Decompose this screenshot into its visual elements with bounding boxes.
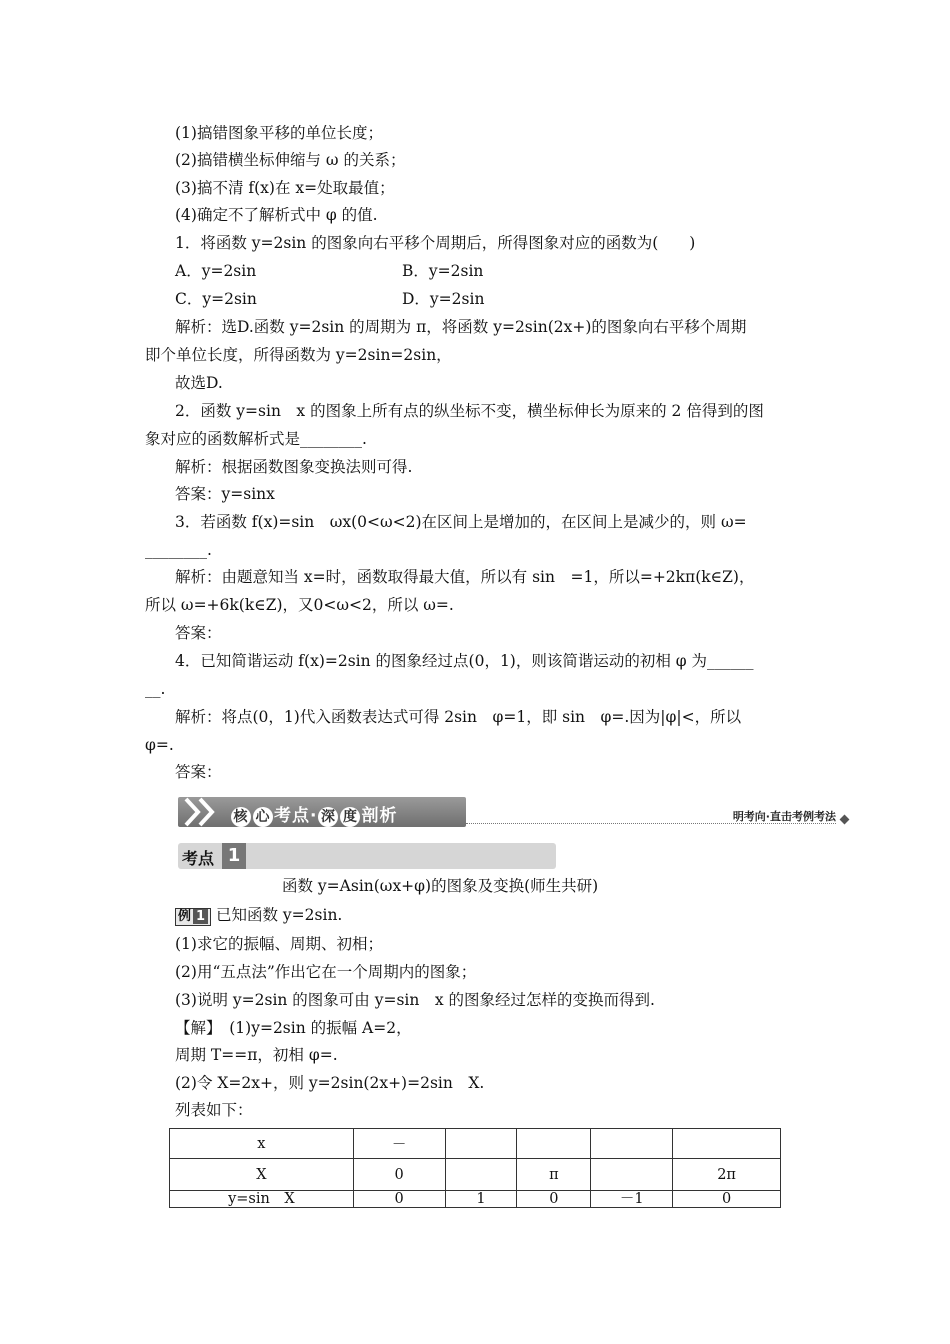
solution-3-line-1: 解析：由题意知当 x=时，函数取得最大值，所以有 sin =1，所以=+2kπ(k∈Z)， xyxy=(175,568,755,586)
table-cell: 0 xyxy=(517,1191,591,1208)
example-badge xyxy=(175,908,211,926)
table-cell xyxy=(673,1129,781,1159)
table-row xyxy=(170,1129,781,1159)
banner-char-3: 深 xyxy=(318,807,338,827)
table-cell: － xyxy=(353,1129,445,1159)
example-stem-text: 已知函数 y=2sin. xyxy=(216,906,343,924)
banner-text-2: 剖析 xyxy=(361,806,398,826)
solution-line-1: 【解】 (1)y=2sin 的振幅 A=2， xyxy=(175,1019,412,1037)
solution-4-line-2: φ=. xyxy=(145,736,174,754)
table-cell: 0 xyxy=(673,1191,781,1208)
table-cell xyxy=(445,1129,517,1159)
solution-line-2: 周期 T==π，初相 φ=. xyxy=(175,1046,338,1064)
kaodian-number: 1 xyxy=(222,843,246,869)
table-cell: π xyxy=(517,1159,591,1191)
table-cell: y=sin X xyxy=(170,1191,354,1208)
mistake-3: (3)搞不清 f(x)在 x=处取最值； xyxy=(175,179,395,197)
mistake-2: (2)搞错横坐标伸缩与 ω 的关系； xyxy=(175,151,406,169)
solution-1-line-3: 故选D. xyxy=(175,374,223,392)
table-cell xyxy=(591,1129,673,1159)
banner-char-1: 核 xyxy=(231,807,251,827)
section-banner xyxy=(178,795,848,829)
kaodian-bar xyxy=(178,843,556,869)
solution-line-4: 列表如下： xyxy=(175,1101,253,1119)
chevron-arrows-icon xyxy=(182,797,228,827)
solution-2: 解析：根据函数图象变换法则可得. xyxy=(175,458,413,476)
answer-4: 答案： xyxy=(175,763,222,781)
table-cell: 2π xyxy=(673,1159,781,1191)
banner-char-4: 度 xyxy=(340,807,360,827)
table-cell xyxy=(517,1129,591,1159)
table-cell: 1 xyxy=(445,1191,517,1208)
table-cell: －1 xyxy=(591,1191,673,1208)
question-1: 1．将函数 y=2sin 的图象向右平移个周期后，所得图象对应的函数为( ) xyxy=(175,234,696,252)
answer-2: 答案：y=sinx xyxy=(175,485,275,503)
banner-char-2: 心 xyxy=(253,807,273,827)
table-cell: 0 xyxy=(353,1191,445,1208)
question-4-line-2: __. xyxy=(145,680,166,698)
mistake-4: (4)确定不了解析式中 φ 的值. xyxy=(175,206,378,224)
option-c: C．y=2sin xyxy=(175,290,257,308)
table-row xyxy=(170,1191,781,1208)
example-badge-number: 1 xyxy=(193,909,208,924)
example-stem xyxy=(175,905,342,926)
question-3-line-2: ________. xyxy=(145,541,212,559)
question-3-line-1: 3．若函数 f(x)=sin ωx(0<ω<2)在区间上是增加的，在区间上是减少的，则 ω= xyxy=(175,513,747,531)
section-title: 函数 y=Asin(ωx+φ)的图象及变换(师生共研) xyxy=(282,877,599,895)
example-part-1: (1)求它的振幅、周期、初相； xyxy=(175,935,383,953)
solution-1-line-2: 即个单位长度，所得函数为 y=2sin=2sin， xyxy=(145,346,452,364)
table-cell: x xyxy=(170,1129,354,1159)
banner-subtitle: 明考向·直击考例考法 xyxy=(732,810,836,823)
solution-line-3: (2)令 X=2x+，则 y=2sin(2x+)=2sin X. xyxy=(175,1074,485,1092)
banner-title xyxy=(230,801,397,827)
table-cell: 0 xyxy=(353,1159,445,1191)
table-row xyxy=(170,1159,781,1191)
kaodian-label: 考点 xyxy=(182,849,215,868)
table-cell xyxy=(445,1159,517,1191)
solution-4-line-1: 解析：将点(0，1)代入函数表达式可得 2sin φ=1，即 sin φ=.因为|φ|<，所以 xyxy=(175,708,742,726)
values-table xyxy=(169,1128,781,1208)
option-d: D．y=2sin xyxy=(402,290,485,308)
table-cell xyxy=(591,1159,673,1191)
example-badge-label: 例 xyxy=(178,909,192,924)
table-cell: X xyxy=(170,1159,354,1191)
answer-3: 答案： xyxy=(175,624,222,642)
diamond-icon xyxy=(840,815,850,825)
option-b: B．y=2sin xyxy=(402,262,484,280)
question-2-line-2: 象对应的函数解析式是________. xyxy=(145,430,367,448)
question-2-line-1: 2．函数 y=sin x 的图象上所有点的纵坐标不变，横坐标伸长为原来的 2 倍得到的图 xyxy=(175,402,764,420)
banner-text-1: 考点· xyxy=(274,806,318,826)
example-part-2: (2)用“五点法”作出它在一个周期内的图象； xyxy=(175,963,477,981)
example-part-3: (3)说明 y=2sin 的图象可由 y=sin x 的图象经过怎样的变换而得到. xyxy=(175,991,655,1009)
mistake-1: (1)搞错图象平移的单位长度； xyxy=(175,124,383,142)
option-a: A．y=2sin xyxy=(175,262,257,280)
solution-1-line-1: 解析：选D.函数 y=2sin 的周期为 π，将函数 y=2sin(2x+)的图象向右平移个周期 xyxy=(175,318,747,336)
solution-3-line-2: 所以 ω=+6k(k∈Z)，又0<ω<2，所以 ω=. xyxy=(145,596,454,614)
question-4-line-1: 4．已知简谐运动 f(x)=2sin 的图象经过点(0，1)，则该简谐运动的初相 φ 为______ xyxy=(175,652,754,670)
